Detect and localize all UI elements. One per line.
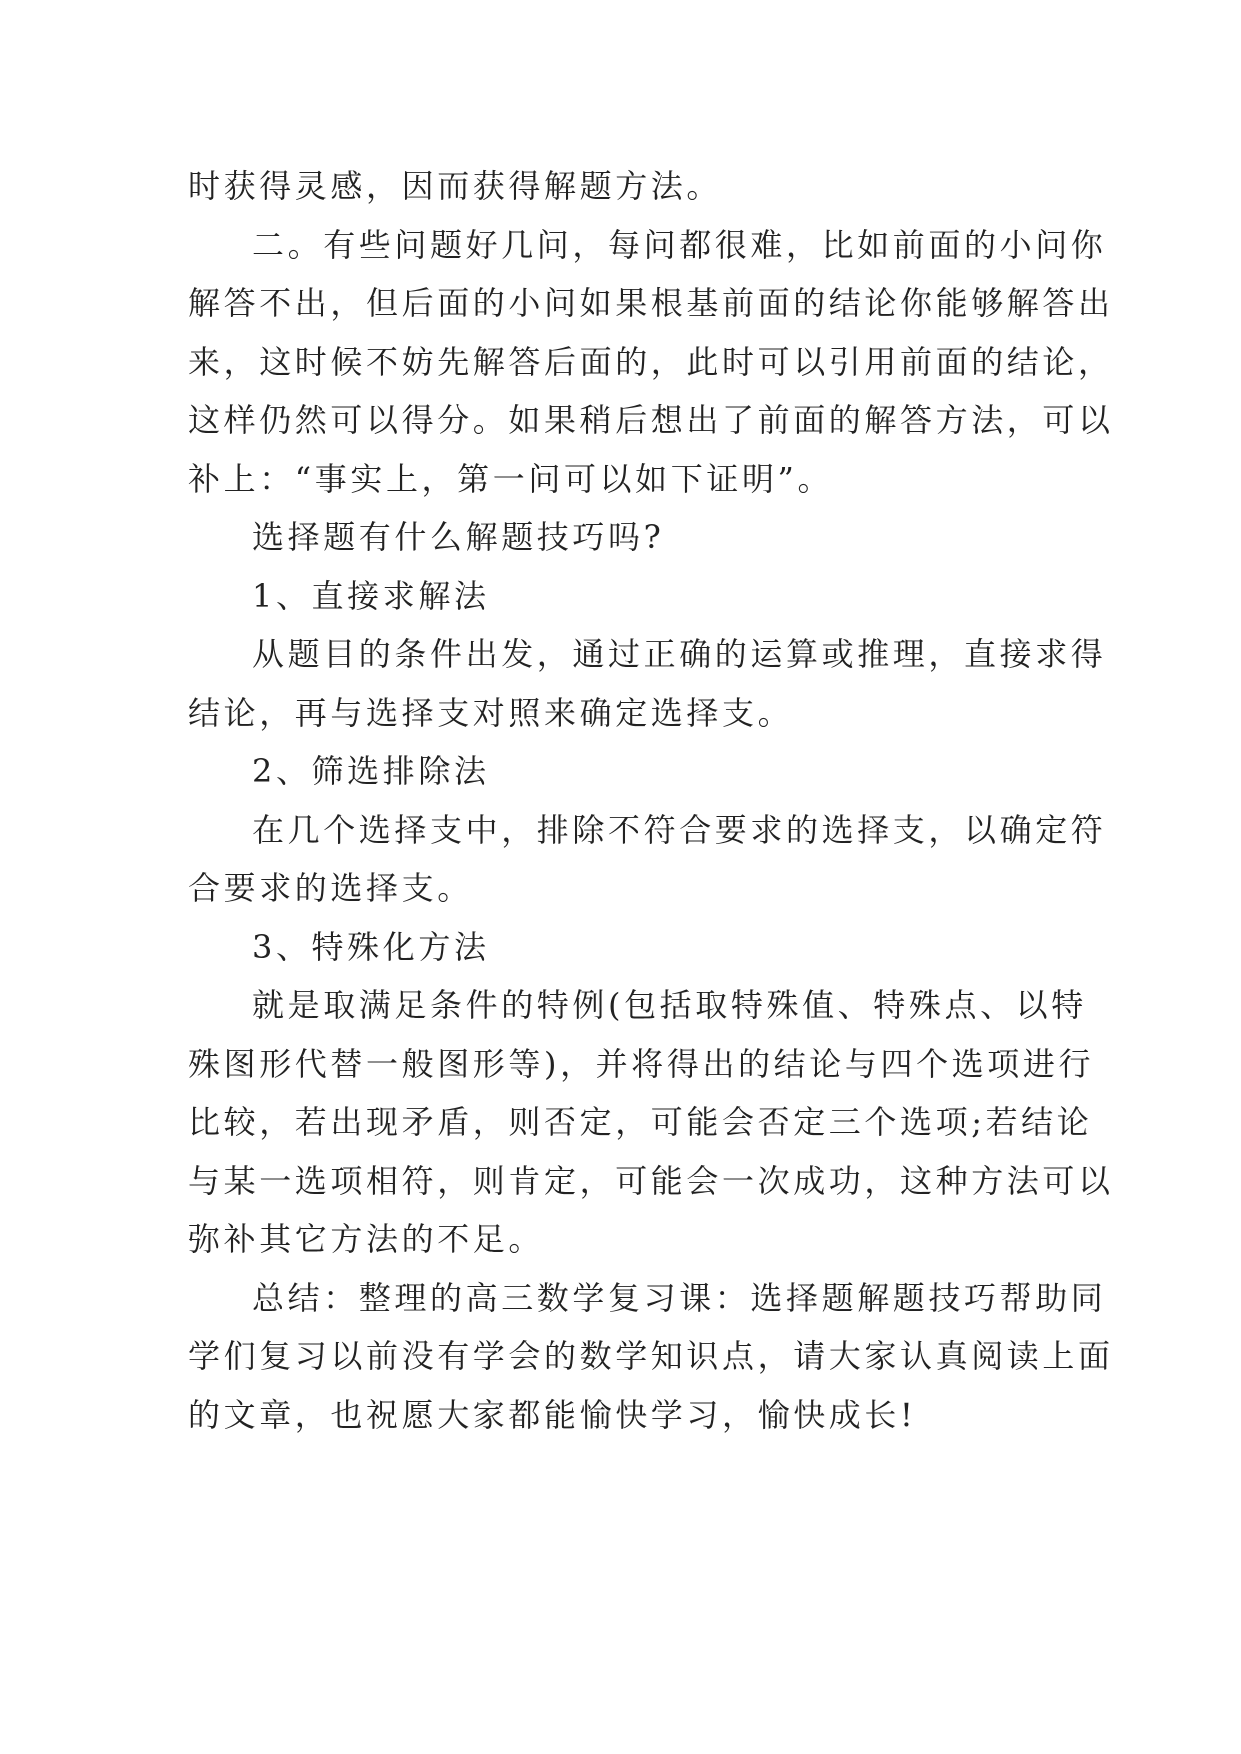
text-line: 来，这时候不妨先解答后面的，此时可以引用前面的结论， <box>188 342 1114 381</box>
method-body-2 <box>188 801 1107 918</box>
text-line: 就是取满足条件的特例(包括取特殊值、特殊点、以特 <box>252 986 1087 1024</box>
paragraph-multi-part-questions <box>188 216 1114 509</box>
method-heading-3 <box>188 918 1058 977</box>
text-line: 比较，若出现矛盾，则否定，可能会否定三个选项;若结论 <box>188 1103 1093 1141</box>
text-line: 与某一选项相符，则肯定，可能会一次成功，这种方法可以 <box>188 1161 1114 1200</box>
text-line: 补上：“事实上，第一问可以如下证明”。 <box>188 459 834 498</box>
text-line: 二。有些问题好几问，每问都很难，比如前面的小问你 <box>252 225 1107 264</box>
method-heading-2 <box>188 742 1058 801</box>
text-line: 殊图形代替一般图形等)，并将得出的结论与四个选项进行 <box>188 1044 1095 1083</box>
method-body-1 <box>188 625 1107 742</box>
text-line: 2、筛选排除法 <box>252 752 490 790</box>
method-body-3 <box>188 976 1114 1269</box>
text-line: 总结：整理的高三数学复习课：选择题解题技巧帮助同 <box>252 1278 1107 1317</box>
text-line: 结论，再与选择支对照来确定选择支。 <box>188 693 794 732</box>
summary-paragraph <box>188 1269 1114 1445</box>
text-line: 选择题有什么解题技巧吗? <box>252 518 665 556</box>
text-line: 1、直接求解法 <box>252 576 490 615</box>
text-line: 在几个选择支中，排除不符合要求的选择支，以确定符 <box>252 810 1107 849</box>
text-line: 3、特殊化方法 <box>252 927 490 966</box>
method-heading-1 <box>188 567 1058 626</box>
text-line: 解答不出，但后面的小问如果根基前面的结论你能够解答出 <box>188 284 1114 322</box>
text-line: 这样仍然可以得分。如果稍后想出了前面的解答方法，可以 <box>188 401 1114 439</box>
body-text <box>188 157 1114 1444</box>
section-heading-question <box>188 508 1058 567</box>
text-line: 学们复习以前没有学会的数学知识点，请大家认真阅读上面 <box>188 1337 1114 1375</box>
text-line: 弥补其它方法的不足。 <box>188 1220 545 1258</box>
text-line: 合要求的选择支。 <box>188 869 473 907</box>
text-line: 从题目的条件出发，通过正确的运算或推理，直接求得 <box>252 635 1107 673</box>
paragraph-continuation <box>188 157 1058 216</box>
text-line: 时获得灵感，因而获得解题方法。 <box>188 167 723 205</box>
text-line: 的文章，也祝愿大家都能愉快学习，愉快成长! <box>188 1395 917 1434</box>
